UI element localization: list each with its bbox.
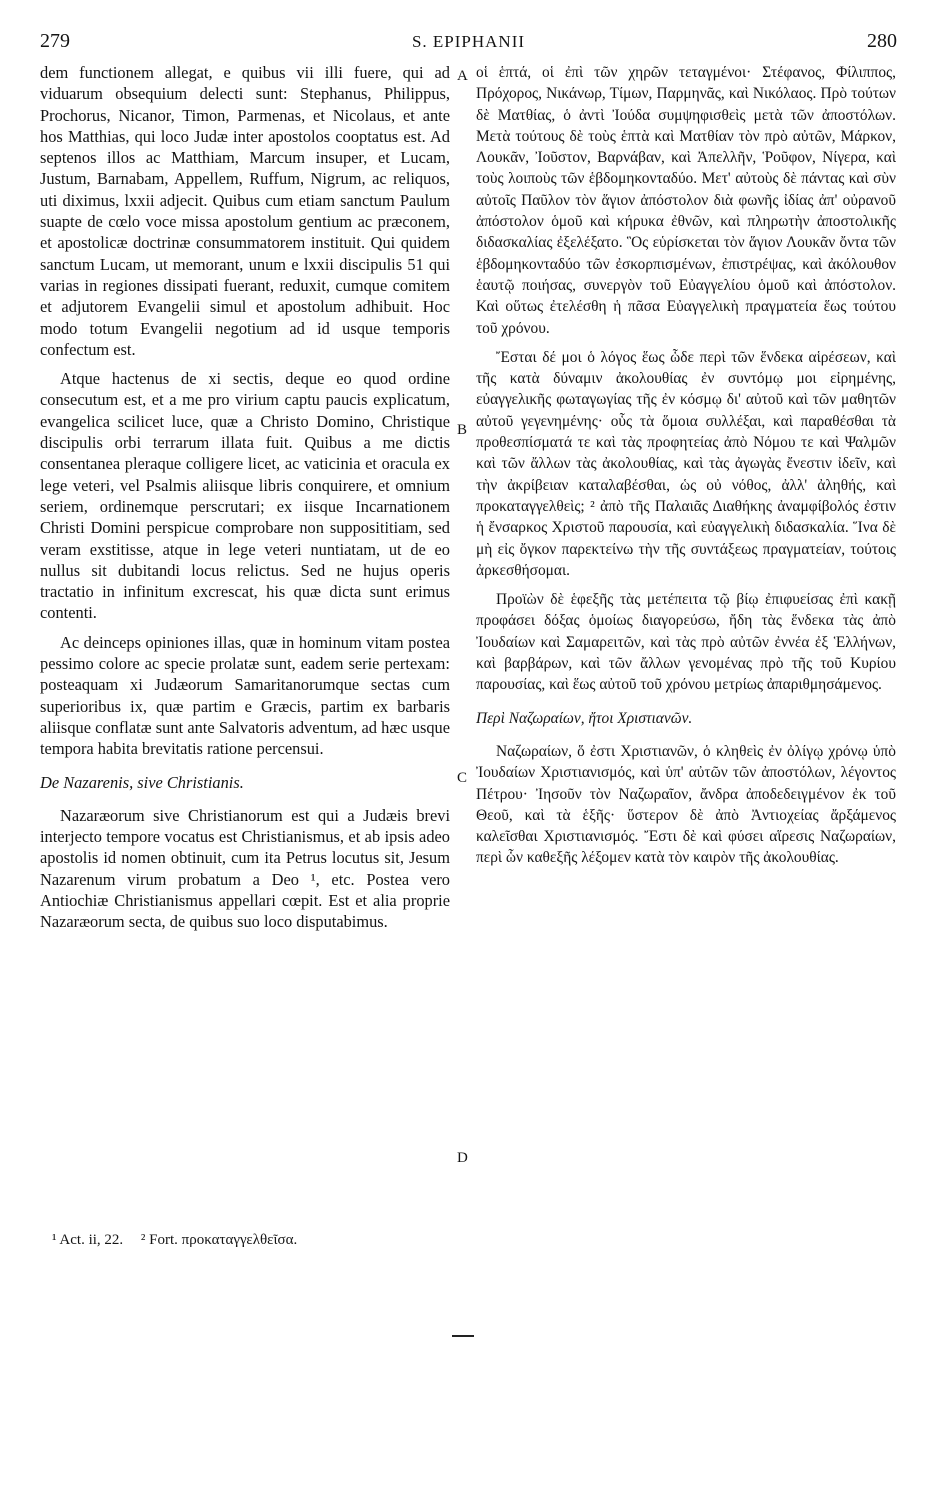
latin-paragraph-1: dem functionem allegat, e quibus vii illi fuere, qui ad viduarum obsequium delecti sunt: Stephanus, Philippus, Prochorus, Nicanor, Timon, Parmenas, et Nicolaus, et ante hos Matthias, qui loco Judæ inter apostolos cooptatus est. Ad septenos illos ac Matthiam, Marcum insuper, et Lucam, Justum, Barnabam, Appellem, Ruffum, Nigrum, ac reliquos, uti diximus, lxxii adjecit. Quibus cum etiam sanctum Paulum suapte de cœlo voce missa apostolum gentium ac præconem, et apostolicæ doctrinæ consummatorem instituit. Qui quidem sanctum Lucam, ut memorant, unum e lxxii discipulis 51 qui varias in regiones dissipati fuerant, reduxit, cumque comitem et adjutorem Evangelii simul et apostolum adhibuit. Hoc modo totum Evangelii negotium ad id usque temporis confectum est.: [40, 63, 450, 359]
greek-section-heading: Περὶ Ναζωραίων, ἤτοι Χριστιανῶν.: [476, 709, 693, 727]
page-number-left: 279: [40, 30, 70, 52]
running-title: S. EPIPHANII: [411, 32, 526, 51]
footnote-1: ¹ Act. ii, 22.: [52, 1232, 124, 1248]
greek-paragraph-2: Ἔσται δέ μοι ὁ λόγος ἕως ὧδε περὶ τῶν ἕνδεκα αἱρέσεων, καὶ τῆς κατὰ δύναμιν ἀκολουθίας ἐν συντόμῳ μοι εἰρημένης, εὐαγγελικῆς φωταγωγίας τῆς ἐν κόσμῳ δι' αὐτοῦ καὶ τῶν μαθητῶν αὐτοῦ γεγενημένης· οὗς τὰ ὅμοια συλλέξαι, καὶ παραθέσθαι τὰ προθεσπίσματά τε καὶ τὰς προφητείας ἀπὸ Νόμου τε καὶ Ψαλμῶν καὶ τῶν ἄλλων τὰς ἀκολουθίας, καὶ τὰς ἀγωγὰς ἔνεστιν ἰδεῖν, καὶ τὴν ἀκρίβειαν καταλαβέσθαι, ὡς οὐ νόθος, ἀλλ' ἀληθής, καὶ προκαταγγελθεὶς; ² ἀπὸ τῆς Παλαιᾶς Διαθήκης ἀναμφίβολός ἐστιν ἡ ἔνσαρκος Χριστοῦ παρουσία, καὶ εὐαγγελικὴ διδασκαλία. Ἵνα δὲ μὴ εἰς ὄγκον παρεκτείνω τὴν τῆς συντάξεως πραγματείαν, τούτοις ἀρκεσθήσομαι.: [476, 348, 896, 579]
margin-marker-a: A: [457, 68, 468, 84]
margin-marker-d: D: [457, 1150, 468, 1166]
greek-column: [476, 62, 896, 869]
footnote-2: ² Fort. προκαταγγελθεῖσα.: [140, 1232, 298, 1248]
latin-paragraph-4: Nazaræorum sive Christianorum est qui a Judæis brevi interjecto tempore vocatus est Christianismus, et ab ipsis adeo apostolis id nomen obtinuit, cum ita Petrus locutus sit, Jesum Nazarenum virum probatum a Deo ¹, etc. Postea vero Antiochiæ Christianismus appellari cœpit. Est et alia proprie Nazaræorum secta, de quibus suo loco disputabimus.: [40, 805, 450, 932]
margin-marker-b: B: [457, 422, 468, 438]
latin-section-heading: De Nazarenis, sive Christianis.: [40, 772, 244, 792]
page-number-right: 280: [867, 30, 897, 52]
greek-paragraph-4: Ναζωραίων, ὅ ἐστι Χριστιανῶν, ὁ κληθεὶς ἐν ὀλίγῳ χρόνῳ ὑπὸ Ἰουδαίων Χριστιανισμός, καὶ ὑπ' αὐτῶν τῶν ἀποστόλων, λέγοντος Πέτρου· Ἰησοῦν τὸν Ναζωραῖον, ἄνδρα ἀποδεδειγμένον ἐκ τοῦ Θεοῦ, καὶ τὰ ἑξῆς· ὕστερον δὲ ἀπὸ Ἀντιοχείας ἄρξάμενος καλεῖσθαι Χριστιανισμός. Ἔστι δὲ καὶ φύσει αἵρεσις Ναζωραίων, περὶ ὧν καθεξῆς λέξομεν κατὰ τὸν καιρὸν τῆς ἀκολουθίας.: [476, 742, 896, 867]
latin-column: [40, 62, 450, 933]
latin-paragraph-2: Atque hactenus de xi sectis, deque eo quod ordine consecutum est, et a me pro virium captu paucis explicatum, evangelica scilicet luce, quæ a Christo Domino, Christique discipulis orbi terrarum illata fuit. Quibus a me dictis consentanea pleraque colligere licet, ac vaticinia et oracula ex lege veteri, vel Psalmis aliisque libris conquirere, et omnium seriem, ordinemque perscrutari; ex iisque Incarnationem Christi Domini perspicue comprobare non supposititiam, sed veram exstitisse, atque in lege veteri nuntiatam, ut de eo nullus sit dubitandi locus relictus. Sed ne hujus operis tractatio in infinitum excrescat, his quæ dicta sunt erimus contenti.: [40, 369, 450, 623]
latin-paragraph-3: Ac deinceps opiniones illas, quæ in hominum vitam postea pessimo colore ac specie prolatæ sunt, eadem serie pertexam: posteaquam xi Judæorum Samaritanorumque sectas cum superioribus ix, quæ partim e Græcis, partim ex barbaris aliisque conflatæ sunt ante Salvatoris adventum, ad hæc usque tempora habita brevitatis ratione percensui.: [40, 632, 450, 759]
page-header: [40, 30, 897, 58]
greek-paragraph-3: Προϊὼν δὲ ἑφεξῆς τὰς μετέπειτα τῷ βίῳ ἐπιφυείσας ἐπὶ κακῇ προφάσει δόξας ὁμοίως διαγορεύσω, ἤδη τὰς ἕνδεκα τὰς ἀπὸ Ἰουδαίων καὶ Σαμαρειτῶν, καὶ τὰς πρὸ αὐτῶν ἐννέα ἐξ Ἑλλήνων, καὶ βαρβάρων, καὶ τῶν ἄλλων γενομένας πρὸ τῆς τοῦ Κυρίου παρουσίας, καὶ ἕως αὐτοῦ τοῦ χρόνου μετρίως ἀπαριθμησάμενος.: [476, 591, 896, 694]
bottom-rule: [452, 1335, 474, 1337]
footnotes: [52, 1232, 552, 1249]
greek-paragraph-1: οἱ ἑπτά, οἱ ἐπὶ τῶν χηρῶν τεταγμένοι· Στέφανος, Φίλιππος, Πρόχορος, Νικάνωρ, Τίμων, Παρμηνᾶς, καὶ Νικόλαος. Πρὸ τούτων δὲ Ματθίας, ὁ ἀντὶ Ἰούδα συμψηφισθεὶς μετὰ τῶν ἀποστόλων. Μετὰ τούτους δὲ τοὺς ἑπτὰ καὶ Ματθίαν τὸν πρὸ αὐτῶν, Μάρκον, Λουκᾶν, Ἰοῦστον, Βαρνάβαν, καὶ Ἀπελλῆν, Ῥοῦφον, Νίγερα, καὶ τοὺς λοιποὺς τῶν ἑβδομηκονταδύο. Μετ' αὐτοὺς δὲ πάντας καὶ σὺν αὐτοῖς Παῦλον τὸν ἅγιον ἀπόστολον διὰ φωνῆς ἰδίας ἀπ' οὐρανοῦ ἀπόστολον ὁμοῦ καὶ κήρυκα ἐθνῶν, καὶ πληρωτὴν ἀποστολικῆς διδασκαλίας ἐξελέξατο. Ὃς εὑρίσκεται τὸν ἅγιον Λουκᾶν ὄντα τῶν ἑβδομηκονταδύο τῶν ἐσκορπισμένων, ἐπιστρέψας, καὶ ἀκόλουθον ἑαυτῷ ποιήσας, συνεργὸν τοῦ Εὐαγγελίου ὁμοῦ καὶ ἀπόστολον. Καὶ οὕτως ἐτελέσθη ἡ πᾶσα Εὐαγγελικὴ πραγματεία ἕως τούτου τοῦ χρόνου.: [476, 64, 896, 337]
margin-marker-c: C: [457, 770, 468, 786]
